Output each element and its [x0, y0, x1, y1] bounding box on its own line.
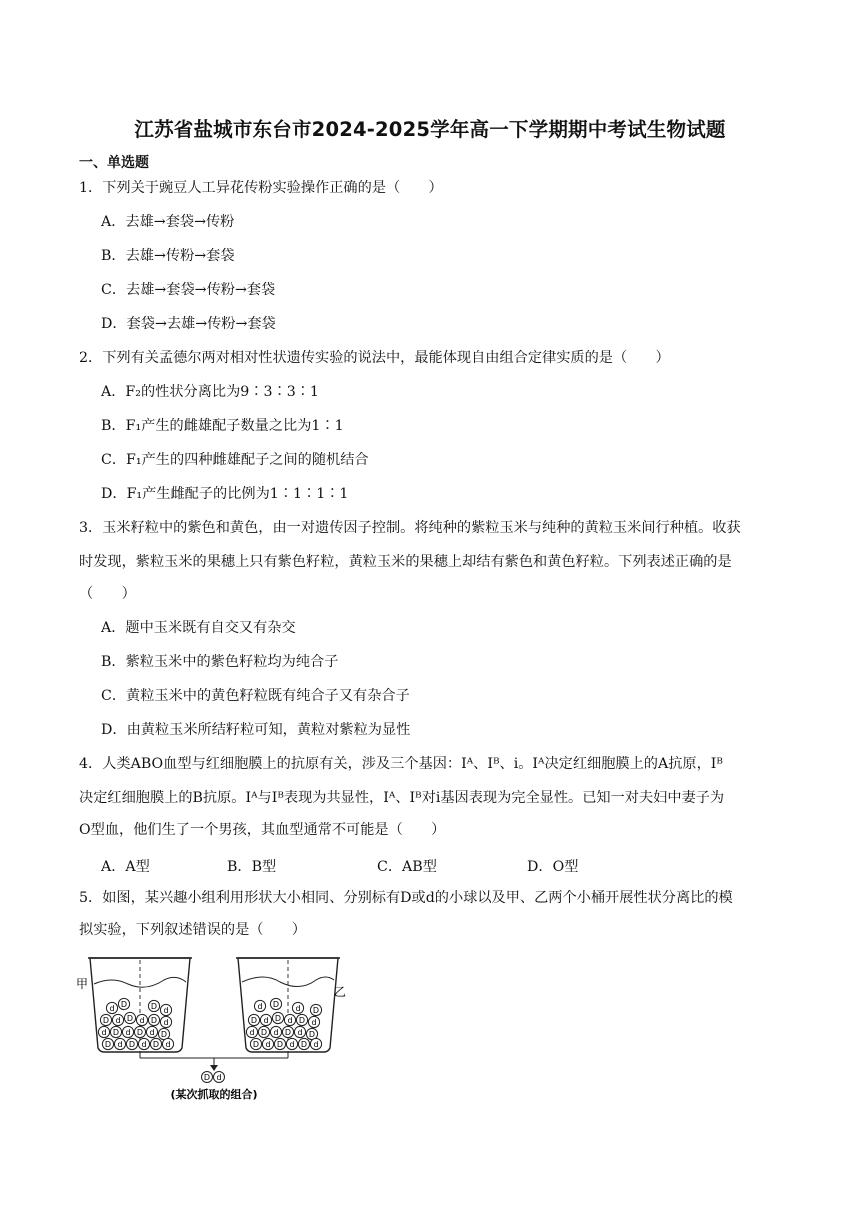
ball-label: d: [109, 1004, 115, 1013]
ball-label: D: [104, 1040, 112, 1049]
question-2-option-c: C．F₁产生的四种雌雄配子之间的随机结合: [101, 452, 369, 468]
ball-label: D: [252, 1040, 260, 1049]
question-3-option-c: C．黄粒玉米中的黄色籽粒既有纯合子又有杂合子: [101, 688, 410, 704]
bucket-figure: [72, 948, 362, 1106]
question-1-stem: 1．下列关于豌豆人工异花传粉实验操作正确的是（ ）: [79, 180, 443, 196]
ball-label: d: [311, 1018, 317, 1027]
ball-label: D: [102, 1016, 110, 1025]
question-5-line-2: 拟实验，下列叙述错误的是（ ）: [79, 922, 307, 938]
page-title: 江苏省盐城市东台市2024-2025学年高一下学期期中考试生物试题: [134, 118, 726, 141]
ball-label: d: [263, 1016, 269, 1025]
ball-label: d: [125, 1028, 131, 1037]
question-1-option-d: D．套袋→去雄→传粉→套袋: [101, 316, 276, 332]
ball-label: D: [250, 1016, 258, 1025]
question-3-option-a: A．题中玉米既有自交又有杂交: [101, 620, 296, 636]
draw-connector: [140, 1052, 288, 1071]
ball-label: D: [272, 1000, 280, 1009]
ball-label: D: [160, 1030, 168, 1039]
ball-label: D: [276, 1040, 284, 1049]
ball-label: d: [273, 1028, 279, 1037]
question-2-option-b: B．F₁产生的雌雄配子数量之比为1∶1: [101, 418, 344, 434]
question-4-line-3: O型血，他们生了一个男孩，其血型通常不可能是（ ）: [79, 822, 446, 838]
question-2-option-a: A．F₂的性状分离比为9∶3∶3∶1: [101, 384, 319, 400]
question-1-option-c: C．去雄→套袋→传粉→套袋: [101, 282, 276, 298]
ball-label: D: [312, 1006, 320, 1015]
ball-label: d: [149, 1028, 155, 1037]
ball-label: D: [150, 1002, 158, 1011]
ball-label: d: [289, 1040, 295, 1049]
ball-label: D: [150, 1016, 158, 1025]
ball-label: D: [126, 1014, 134, 1023]
ball-label: d: [141, 1040, 147, 1049]
question-4-option-a: A．A型: [101, 859, 150, 875]
ball-label: d: [101, 1028, 107, 1037]
ball-label: D: [300, 1040, 308, 1049]
ball-label: D: [260, 1028, 268, 1037]
ball-label: d: [115, 1016, 121, 1025]
bucket-label-left: 甲: [76, 977, 89, 991]
ball-label: d: [295, 1004, 301, 1013]
ball-label: d: [163, 1006, 169, 1015]
ball-label: D: [136, 1028, 144, 1037]
ball-label: D: [298, 1016, 306, 1025]
question-2-option-d: D．F₁产生雌配子的比例为1∶1∶1∶1: [101, 486, 349, 502]
question-5-line-1: 5．如图，某兴趣小组利用形状大小相同、分别标有D或d的小球以及甲、乙两个小桶开展性状分离比的模: [79, 890, 733, 906]
question-3-option-b: B．紫粒玉米中的紫色籽粒均为纯合子: [101, 654, 339, 670]
drawn-ball-2: d: [216, 1073, 222, 1082]
ball-label: d: [297, 1028, 303, 1037]
combo-caption: (某次抓取的组合): [170, 1088, 258, 1101]
bucket-right: [236, 958, 340, 1052]
question-1-option-b: B．去雄→传粉→套袋: [101, 248, 235, 264]
question-3-line-1: 3．玉米籽粒中的紫色和黄色，由一对遗传因子控制。将纯种的紫粒玉米与纯种的黄粒玉米间行种植。收获: [79, 520, 741, 536]
question-4-option-d: D．O型: [527, 859, 579, 875]
ball-label: d: [165, 1040, 171, 1049]
ball-label: d: [249, 1028, 255, 1037]
ball-label: D: [120, 1000, 128, 1009]
question-4-line-2: 决定红细胞膜上的B抗原。Iᴬ与Iᴮ表现为共显性，Iᴬ、Iᴮ对i基因表现为完全显性。已知一对夫妇中妻子为: [79, 790, 725, 806]
section-heading: 一、单选题: [79, 155, 149, 171]
question-3-option-d: D．由黄粒玉米所结籽粒可知，黄粒对紫粒为显性: [101, 722, 411, 738]
ball-label: D: [112, 1028, 120, 1037]
drawn-combination: [202, 1072, 225, 1083]
ball-label: d: [163, 1018, 169, 1027]
question-4-option-b: B．B型: [227, 859, 277, 875]
question-2-stem: 2．下列有关孟德尔两对相对性状遗传实验的说法中，最能体现自由组合定律实质的是（ ）: [79, 350, 670, 366]
ball-label: d: [287, 1016, 293, 1025]
ball-label: D: [274, 1014, 282, 1023]
drawn-ball-1: D: [203, 1073, 211, 1082]
bucket-label-right: 乙: [334, 985, 347, 999]
question-3-line-2: 时发现，紫粒玉米的果穗上只有紫色籽粒，黄粒玉米的果穗上却结有紫色和黄色籽粒。下列表述正确的是: [79, 554, 732, 570]
ball-label: d: [117, 1040, 123, 1049]
question-3-line-3: （ ）: [79, 586, 136, 602]
ball-label: d: [257, 1002, 263, 1011]
question-4-line-1: 4．人类ABO血型与红细胞膜上的抗原有关，涉及三个基因：Iᴬ、Iᴮ、i。Iᴬ决定红细胞膜上的A抗原，Iᴮ: [79, 756, 723, 772]
balls-right: [246, 998, 321, 1049]
ball-label: D: [284, 1028, 292, 1037]
balls-left: [98, 998, 173, 1049]
ball-label: d: [265, 1040, 271, 1049]
ball-label: D: [128, 1040, 136, 1049]
ball-label: D: [152, 1040, 160, 1049]
ball-label: d: [139, 1016, 145, 1025]
ball-label: D: [308, 1030, 316, 1039]
bucket-left: [88, 958, 192, 1052]
question-1-option-a: A．去雄→套袋→传粉: [101, 214, 235, 230]
ball-label: d: [313, 1040, 319, 1049]
question-4-option-c: C．AB型: [377, 859, 437, 875]
